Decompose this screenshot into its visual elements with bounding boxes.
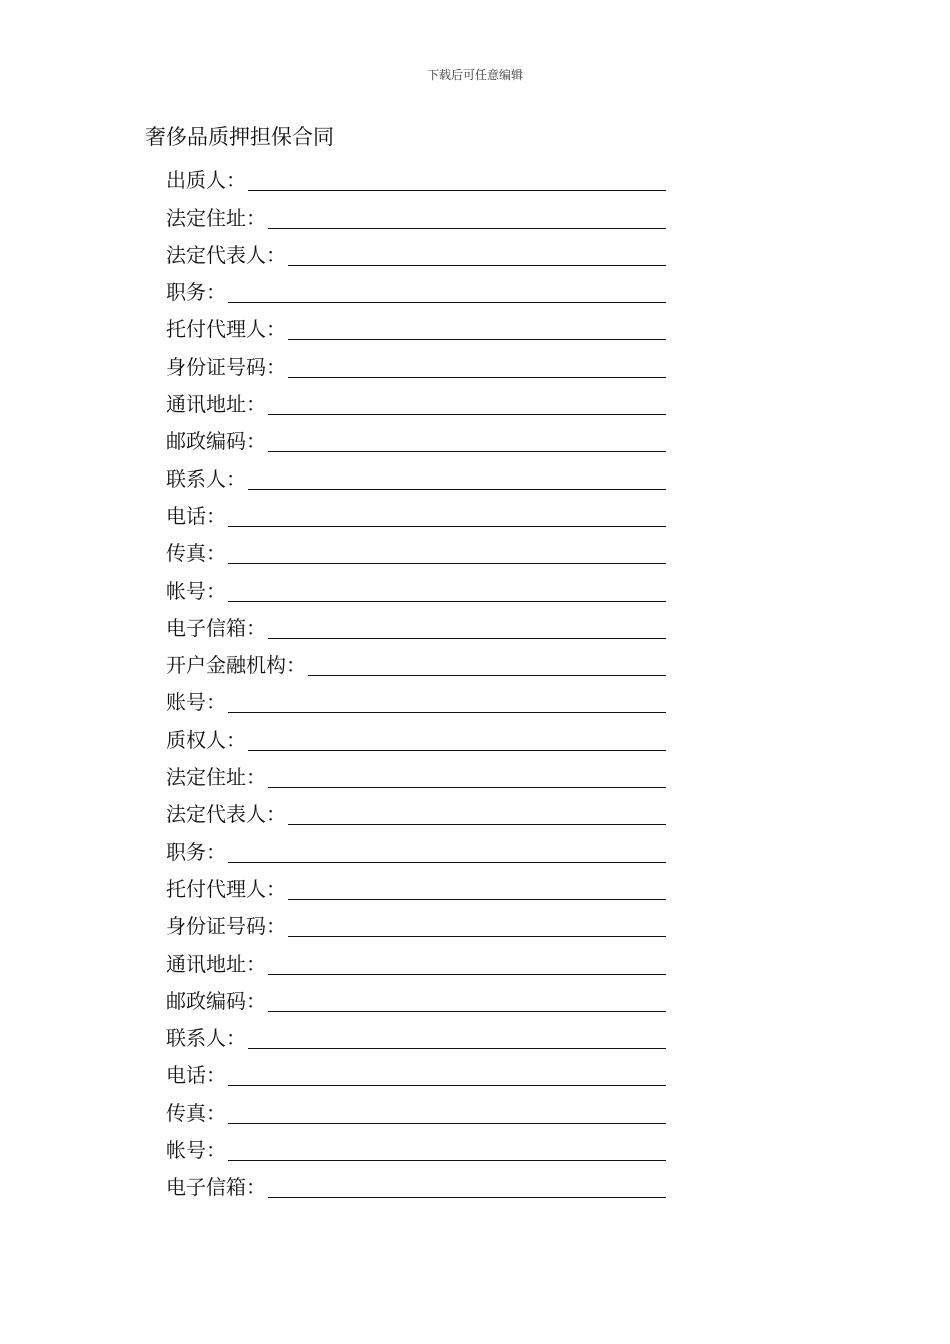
fill-in-line[interactable] bbox=[248, 166, 666, 191]
field-label: 帐号： bbox=[166, 578, 226, 603]
form-row bbox=[166, 641, 666, 678]
form-row bbox=[166, 492, 666, 529]
fill-in-line[interactable] bbox=[308, 651, 666, 676]
form-row bbox=[166, 1088, 666, 1125]
form-row bbox=[166, 977, 666, 1014]
field-label: 邮政编码： bbox=[166, 988, 266, 1013]
form-row bbox=[166, 156, 666, 193]
field-label: 出质人： bbox=[166, 168, 246, 193]
header-note: 下载后可任意编辑 bbox=[426, 68, 523, 82]
form-row bbox=[166, 715, 666, 752]
fill-in-line[interactable] bbox=[228, 1136, 666, 1161]
field-label: 通讯地址： bbox=[166, 951, 266, 976]
field-label: 身份证号码： bbox=[166, 354, 286, 379]
contract-party-form bbox=[166, 156, 666, 1200]
fill-in-line[interactable] bbox=[288, 875, 666, 900]
field-label: 帐号： bbox=[166, 1138, 226, 1163]
form-row bbox=[166, 753, 666, 790]
fill-in-line[interactable] bbox=[268, 427, 666, 452]
form-row bbox=[166, 268, 666, 305]
form-row bbox=[166, 342, 666, 379]
form-row bbox=[166, 1051, 666, 1088]
fill-in-line[interactable] bbox=[248, 465, 666, 490]
form-row bbox=[166, 790, 666, 827]
field-label: 质权人： bbox=[166, 727, 246, 752]
form-row bbox=[166, 566, 666, 603]
fill-in-line[interactable] bbox=[288, 353, 666, 378]
form-row bbox=[166, 902, 666, 939]
fill-in-line[interactable] bbox=[288, 800, 666, 825]
field-label: 账号： bbox=[166, 690, 226, 715]
form-row bbox=[166, 865, 666, 902]
field-label: 托付代理人： bbox=[166, 876, 286, 901]
field-label: 电话： bbox=[166, 503, 226, 528]
field-label: 通讯地址： bbox=[166, 392, 266, 417]
form-row bbox=[166, 305, 666, 342]
field-label: 电子信箱： bbox=[166, 615, 266, 640]
field-label: 法定住址： bbox=[166, 765, 266, 790]
fill-in-line[interactable] bbox=[228, 539, 666, 564]
form-row bbox=[166, 1126, 666, 1163]
form-row bbox=[166, 417, 666, 454]
field-label: 法定住址： bbox=[166, 205, 266, 230]
fill-in-line[interactable] bbox=[228, 1061, 666, 1086]
form-row bbox=[166, 939, 666, 976]
document-title: 奢侈品质押担保合同 bbox=[145, 125, 334, 149]
fill-in-line[interactable] bbox=[268, 1173, 666, 1198]
fill-in-line[interactable] bbox=[288, 315, 666, 340]
field-label: 职务： bbox=[166, 280, 226, 305]
fill-in-line[interactable] bbox=[268, 763, 666, 788]
field-label: 身份证号码： bbox=[166, 914, 286, 939]
field-label: 传真： bbox=[166, 1100, 226, 1125]
field-label: 职务： bbox=[166, 839, 226, 864]
field-label: 联系人： bbox=[166, 466, 246, 491]
fill-in-line[interactable] bbox=[268, 614, 666, 639]
fill-in-line[interactable] bbox=[248, 1024, 666, 1049]
fill-in-line[interactable] bbox=[228, 838, 666, 863]
field-label: 电话： bbox=[166, 1063, 226, 1088]
fill-in-line[interactable] bbox=[228, 502, 666, 527]
fill-in-line[interactable] bbox=[268, 390, 666, 415]
field-label: 法定代表人： bbox=[166, 242, 286, 267]
fill-in-line[interactable] bbox=[268, 950, 666, 975]
fill-in-line[interactable] bbox=[228, 688, 666, 713]
fill-in-line[interactable] bbox=[288, 912, 666, 937]
fill-in-line[interactable] bbox=[248, 726, 666, 751]
form-row bbox=[166, 231, 666, 268]
field-label: 电子信箱： bbox=[166, 1175, 266, 1200]
form-row bbox=[166, 678, 666, 715]
field-label: 邮政编码： bbox=[166, 429, 266, 454]
form-row bbox=[166, 380, 666, 417]
form-row bbox=[166, 193, 666, 230]
field-label: 托付代理人： bbox=[166, 317, 286, 342]
form-row bbox=[166, 827, 666, 864]
form-row bbox=[166, 529, 666, 566]
fill-in-line[interactable] bbox=[268, 204, 666, 229]
fill-in-line[interactable] bbox=[288, 241, 666, 266]
form-row bbox=[166, 604, 666, 641]
fill-in-line[interactable] bbox=[268, 987, 666, 1012]
form-row bbox=[166, 1014, 666, 1051]
field-label: 传真： bbox=[166, 541, 226, 566]
fill-in-line[interactable] bbox=[228, 1099, 666, 1124]
field-label: 联系人： bbox=[166, 1026, 246, 1051]
form-row bbox=[166, 1163, 666, 1200]
field-label: 开户金融机构： bbox=[166, 653, 306, 678]
form-row bbox=[166, 454, 666, 491]
field-label: 法定代表人： bbox=[166, 802, 286, 827]
fill-in-line[interactable] bbox=[228, 577, 666, 602]
fill-in-line[interactable] bbox=[228, 278, 666, 303]
